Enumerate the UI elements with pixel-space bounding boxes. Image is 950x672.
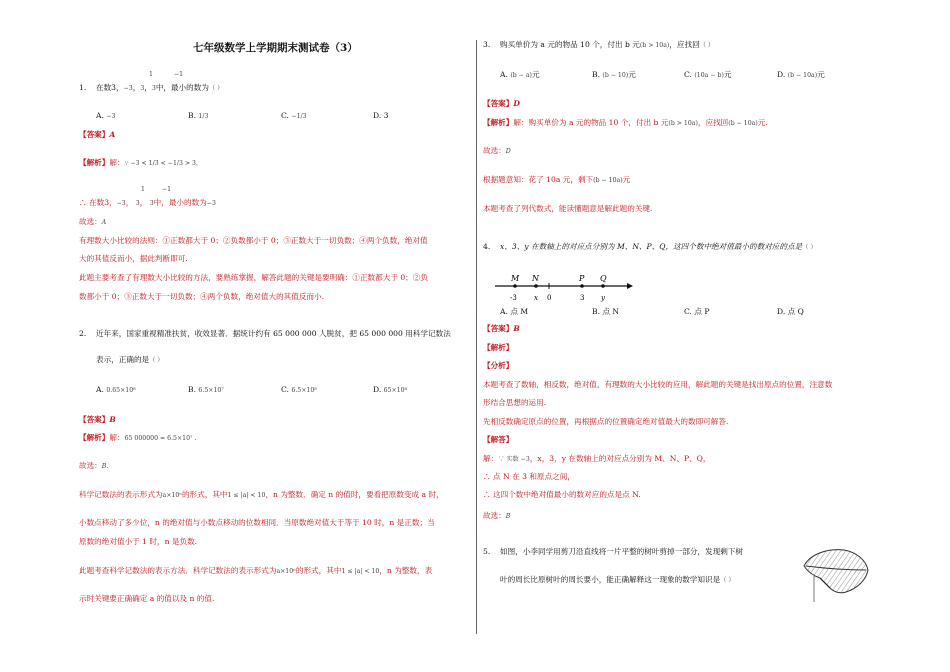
q4-guxuan: 故选：B	[483, 511, 511, 520]
q4-number: 4.	[483, 242, 491, 251]
q3-guxuan: 故选：D	[483, 146, 511, 155]
q2-para-line3: 原数的绝对值小于 1 时，n 是负数.	[79, 537, 198, 546]
q3-number: 3.	[483, 40, 491, 49]
q2-para-line5: 示时关键要正确确定 a 的值以及 n 的值.	[79, 594, 215, 603]
q1-line2: ∴ 在数3，−3， 3， 3中，最小的数为−3	[79, 198, 216, 207]
q3-option-d[interactable]: D. (b − 10a)元	[777, 70, 825, 79]
q1-frac-num: −1	[162, 186, 172, 193]
q1-answer: 【答案】A	[79, 130, 116, 139]
q4-answer: 【答案】B	[483, 324, 520, 333]
q3-option-c[interactable]: C. (10a − b)元	[684, 70, 732, 79]
q3-answer: 【答案】D	[483, 99, 520, 108]
q2-para-line4: 此题考查科学记数法的表示方法．科学记数法的表示形式为a×10ⁿ的形式，其中1 ≤ |a| < 10，n 为整数，表	[79, 566, 433, 575]
q1-guxuan: 故选：A	[79, 217, 107, 226]
q1-stem-num: 1	[149, 71, 153, 78]
q2-guxuan: 故选：B.	[79, 461, 109, 470]
q1-rule-line2: 大的其值反而小，据此判断即可.	[79, 254, 188, 263]
q1-option-b[interactable]: B. 1/3	[188, 111, 209, 120]
q1-option-d[interactable]: D. 3	[373, 111, 389, 120]
q1-option-c[interactable]: C. −1/3	[281, 111, 307, 120]
q3-option-b[interactable]: B. (b − 10)元	[592, 70, 636, 79]
q2-para-line1: 科学记数法的表示形式为a×10ⁿ的形式，其中1 ≤ |a| < 10，n 为整数．确定 n 的值时，要看把原数变成 a 时，	[79, 490, 444, 499]
q3-para-line1: 根据题意知：花了 10a 元，剩下(b − 10a)元	[483, 175, 631, 184]
q4-jieda-line3: ∴ 这四个数中绝对值最小的数对应的点是点 N.	[483, 490, 641, 499]
q1-note-line1: 此题主要考查了有理数大小比较的方法，要熟练掌握，解答此题的关键是要明确：①正数都大于 0；②负	[79, 273, 428, 282]
label-n: N	[532, 274, 539, 283]
q2-stem-line2: 表示，正确的是（ ）	[96, 355, 164, 364]
tick-label-x: x	[534, 294, 538, 302]
q5-stem-line2: 叶的周长比原树叶的周长要小，能正确解释这一现象的数学知识是（ ）	[500, 575, 735, 584]
label-p: P	[579, 274, 585, 283]
q3-para-line2: 本题考查了列代数式，能读懂题意是解此题的关键.	[483, 204, 653, 213]
tick-label-y: y	[601, 294, 605, 302]
q2-stem-line1: 近年来，国家重视精准扶贫，收效显著．据统计约有 65 000 000 人脱贫，把 65 000 000 用科学记数法	[96, 329, 451, 338]
q1-rule-line1: 有理数大小比较的法则：①正数都大于 0；②负数都小于 0；③正数大于一切负数；④两个负数，绝对值	[79, 236, 428, 245]
q2-number: 2.	[79, 329, 87, 338]
q1-note-line2: 数都小于 0；③正数大于一切负数；④两个负数，绝对值大的其值反而小.	[79, 292, 325, 301]
q2-option-c[interactable]: C. 6.5×10⁸	[281, 385, 317, 394]
q4-stem: x、3、y 在数轴上的对应点分别为 M、N、P、Q，这四个数中绝对值最小的数对应的点是（ ）	[500, 242, 817, 251]
leaf-figure	[800, 546, 870, 602]
q4-fenxi-label: 【分析】	[483, 361, 514, 370]
q3-jiexi: 【解析】解：购买单价为 a 元的物品 10 个，付出 b 元(b > 10a)，应找回(b − 10a)元.	[483, 118, 768, 127]
q4-fenxi-line1: 本题考查了数轴，相反数，绝对值，有理数的大小比较的应用，解此题的关键是找出原点的位置，注意数	[483, 380, 833, 389]
point-m	[513, 284, 517, 288]
page-title: 七年级数学上学期期末测试卷（3）	[193, 42, 358, 54]
q2-option-b[interactable]: B. 6.5×10⁷	[188, 385, 224, 394]
q2-para-line2: 小数点移动了多少位，n 的绝对值与小数点移动的位数相同．当原数绝对值大于等于 10 时，n 是正数；当	[79, 518, 435, 527]
point-n	[534, 284, 538, 288]
q4-option-c[interactable]: C. 点 P	[684, 307, 710, 316]
column-divider	[476, 40, 477, 634]
point-q	[601, 284, 605, 288]
q5-number: 5.	[483, 547, 491, 556]
point-p	[580, 284, 584, 288]
q4-jieda-line1: 解：∵ 实数 −3，x，3，y 在数轴上的对应点分别为 M、N、P、Q，	[483, 454, 711, 463]
q4-option-b[interactable]: B. 点 N	[592, 307, 620, 316]
q2-option-d[interactable]: D. 65×10⁶	[373, 385, 408, 394]
q2-option-a[interactable]: A. 0.65×10⁸	[96, 385, 136, 394]
q1-stem-num: −1	[174, 71, 184, 78]
q4-fenxi-line2: 形结合思想的运用.	[483, 398, 547, 407]
q4-option-d[interactable]: D. 点 Q	[777, 307, 804, 316]
q1-number: 1.	[79, 83, 87, 92]
q1-stem: 在数3，−3，3，3中，最小的数为（ ）	[96, 83, 224, 92]
tick-label-0: 0	[547, 294, 552, 302]
label-q: Q	[600, 274, 607, 283]
tick-label-neg3: -3	[510, 294, 517, 302]
q1-jiexi: 【解析】解：∵ −3 < 1/3 < −1/3 > 3，	[79, 158, 203, 167]
q2-answer: 【答案】B	[79, 415, 116, 424]
q1-frac-num: 1	[141, 186, 145, 193]
q3-stem: 购买单价为 a 元的物品 10 个，付出 b 元(b > 10a)，应找回（ ）	[500, 40, 715, 49]
q1-option-a[interactable]: A. −3	[96, 111, 116, 120]
q3-option-a[interactable]: A. (b − a)元	[500, 70, 540, 79]
q4-fenxi-line3: 先相反数确定原点的位置，再根据点的位置确定绝对值最大的数即可解答.	[483, 417, 729, 426]
q5-stem-line1: 如图，小李同学用剪刀沿直线将一片平整的树叶剪掉一部分，发现剩下树	[500, 547, 743, 556]
label-m: M	[511, 274, 520, 283]
tick-label-3: 3	[580, 294, 585, 302]
leaf-shape	[804, 550, 868, 593]
q4-option-a[interactable]: A. 点 M	[500, 307, 529, 316]
q4-jiexi-label: 【解析】	[483, 343, 514, 352]
q4-jieda-label: 【解答】	[483, 435, 514, 444]
number-line	[495, 270, 635, 304]
q2-jiexi: 【解析】解：65 000000 = 6.5×10⁷ .	[79, 433, 197, 442]
q4-jieda-line2: ∴ 点 N 在 3 和原点之间，	[483, 472, 575, 481]
number-line-arrow	[627, 283, 633, 289]
